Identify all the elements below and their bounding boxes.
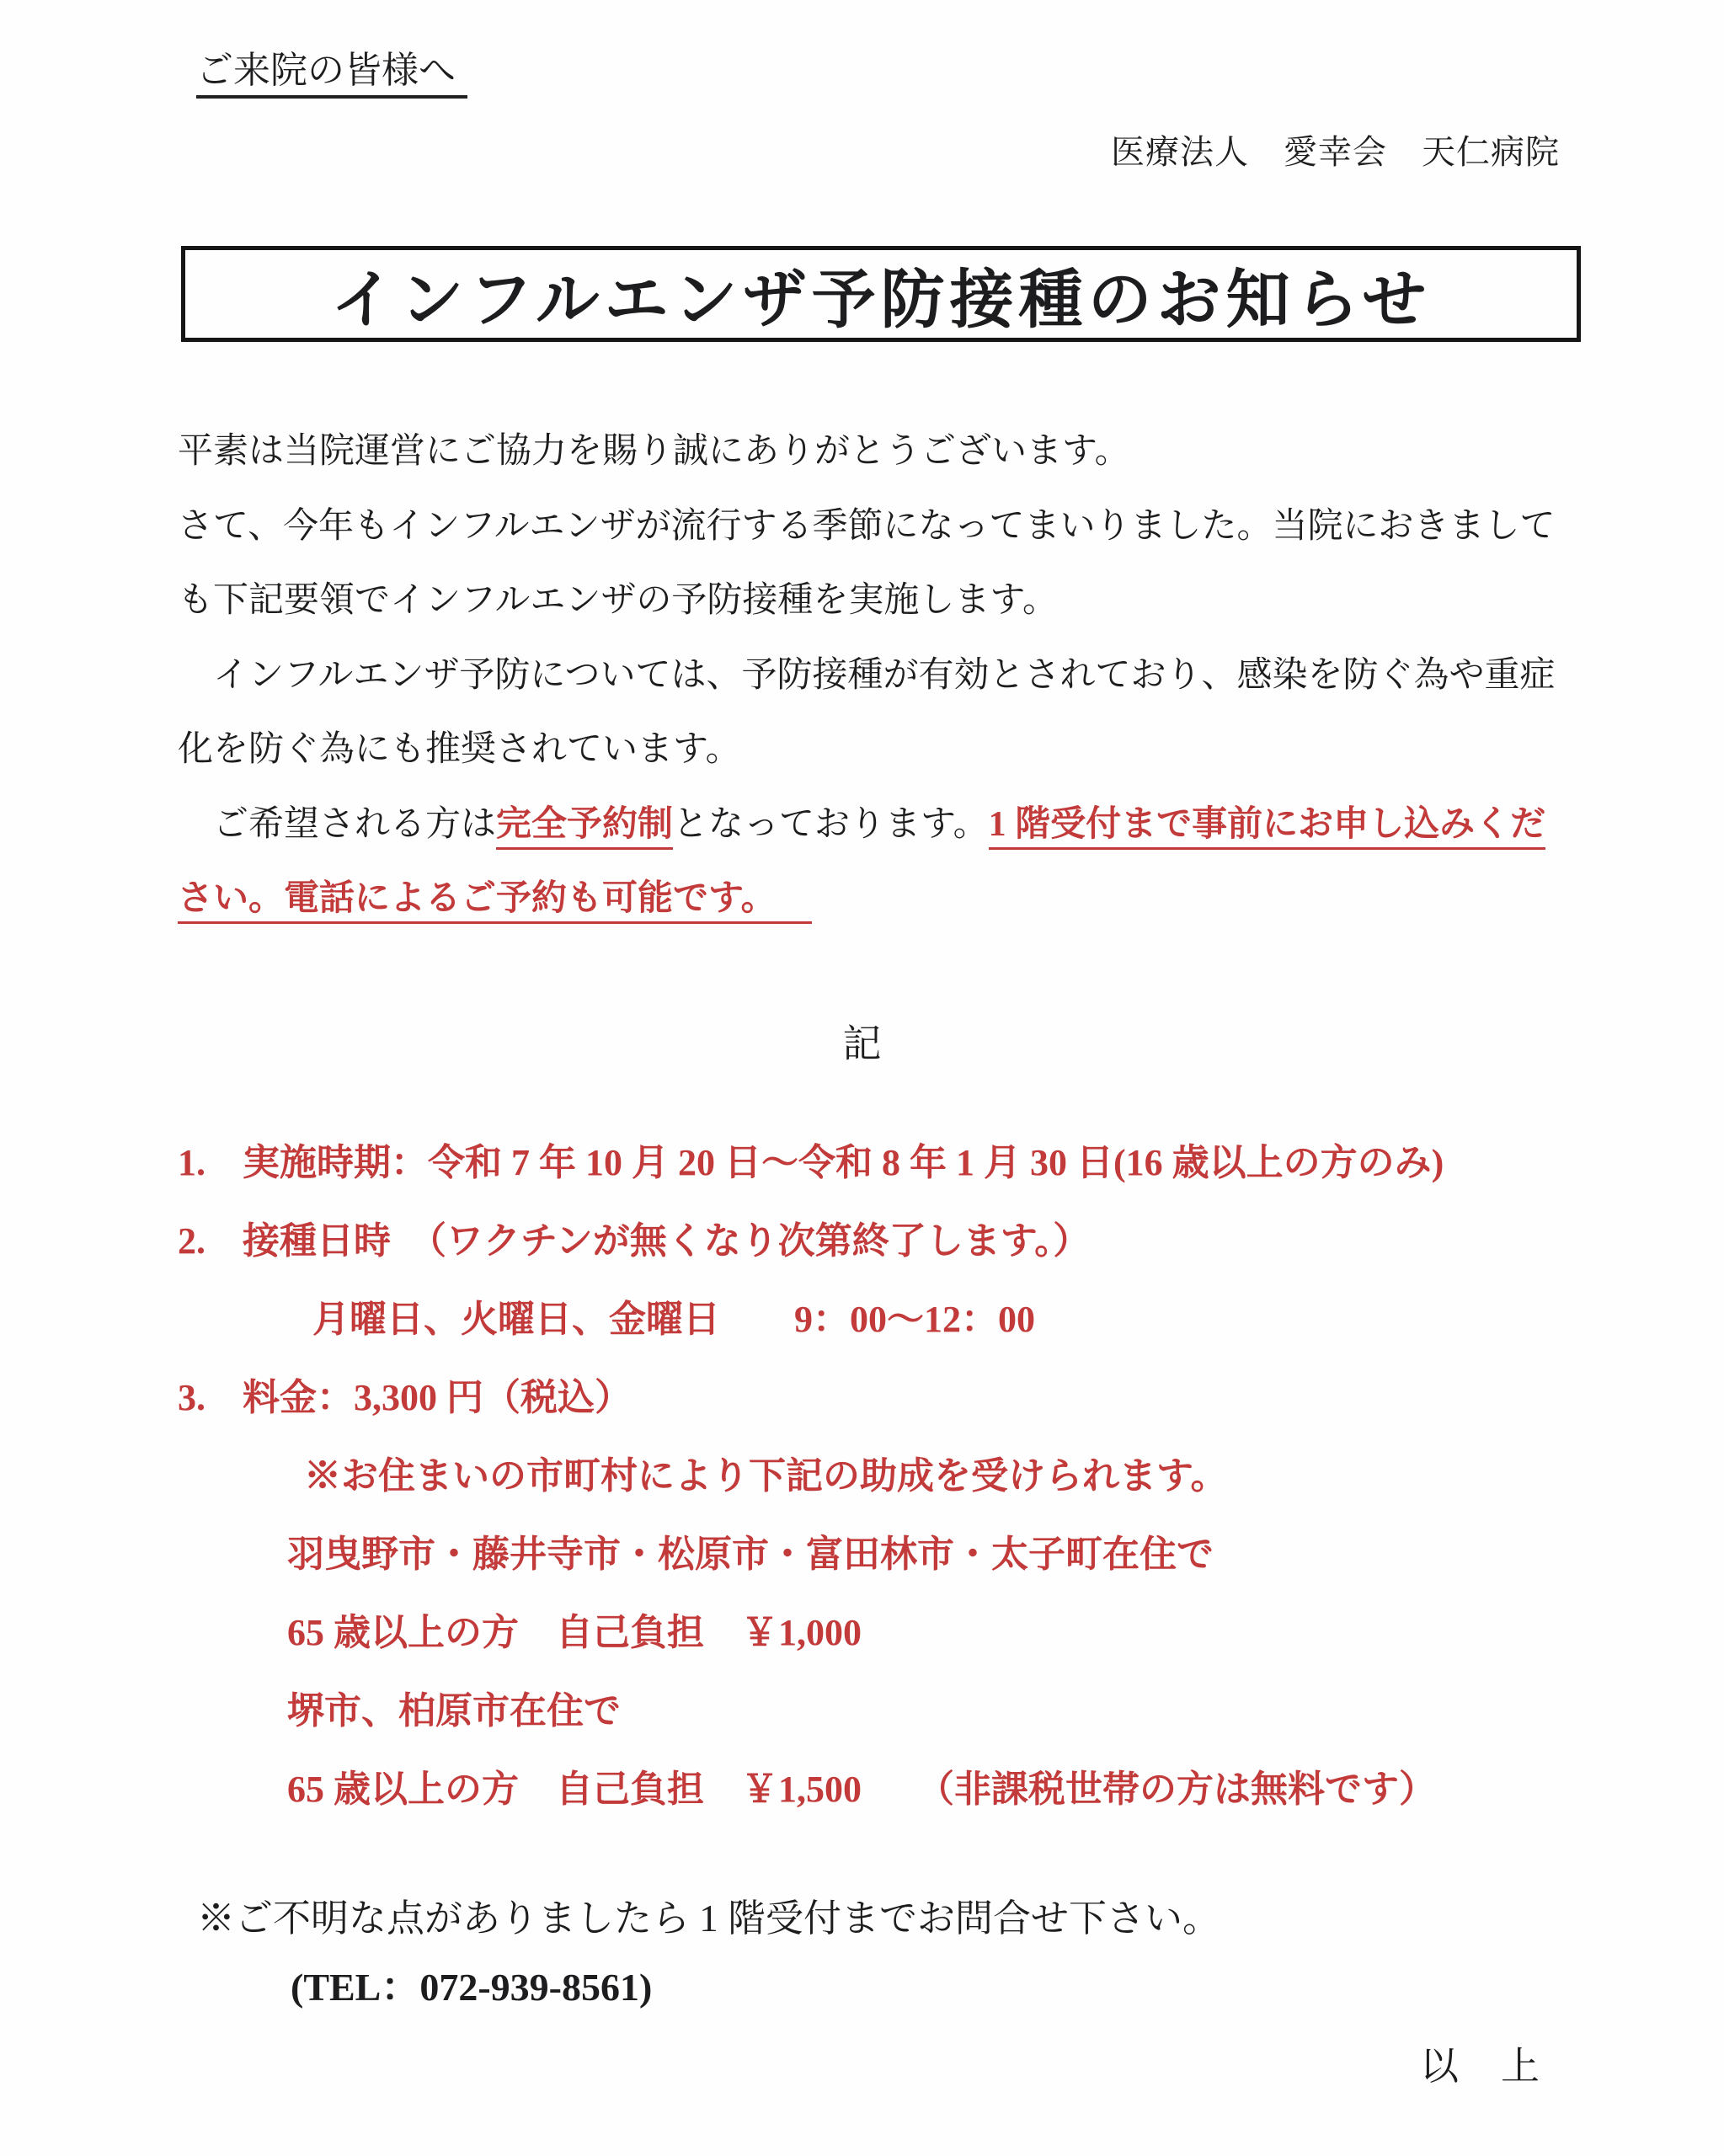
body-line-5: 化を防ぐ為にも推奨されています。 (178, 730, 741, 769)
apply-reception-text: 1 階受付まで事前にお申し込みくだ (989, 805, 1546, 850)
recipient-line (196, 47, 467, 94)
detail-schedule-days: 月曜日、火曜日、金曜日 9：00～12：00 (312, 1299, 1035, 1340)
inquiry-note: ※ご不明な点がありましたら 1 階受付までお問合せ下さい。 (197, 1897, 1221, 1940)
body-line-7 (178, 862, 1593, 937)
body-paragraphs (178, 414, 1593, 937)
detail-cities-group1: 羽曳野市・藤井寺市・松原市・富田林市・太子町在住で (287, 1534, 1214, 1575)
body-line-6 (178, 787, 1593, 862)
body-line-1: 平素は当院運営にご協力を賜り誠にありがとうございます。 (178, 432, 1130, 471)
issuer-line: 医療法人 愛幸会 天仁病院 (1111, 133, 1560, 171)
detail-copay-1000: 65 歳以上の方 自己負担 ￥1,000 (287, 1612, 862, 1653)
phone-reservation-text: さい。電話によるご予約も可能です。 (178, 879, 812, 924)
notice-title: インフルエンザ予防接種のお知らせ (330, 264, 1432, 336)
notice-title-box (181, 246, 1581, 342)
body-line-2: さて、今年もインフルエンザが流行する季節になってまいりました。当院におきまして (178, 506, 1556, 546)
recipient-text: ご来院の皆様へ (196, 50, 467, 99)
reservation-mid-text: となっております。 (673, 804, 989, 844)
phone-number: (TEL：072-939-8561) (291, 1966, 653, 2009)
detail-copay-1500: 65 歳以上の方 自己負担 ￥1,500 （非課税世帯の方は無料です） (287, 1769, 1436, 1810)
body-line-3: も下記要領でインフルエンザの予防接種を実施します。 (178, 581, 1058, 620)
detail-subsidy-note: ※お住まいの市町村により下記の助成を受けられます。 (304, 1455, 1228, 1497)
reservation-lead-text: ご希望される方は (178, 804, 497, 844)
record-marker: 記 (842, 1022, 882, 1065)
details-list (178, 1123, 1444, 1828)
closing-mark: 以 上 (1420, 2045, 1541, 2088)
detail-cities-group2: 堺市、柏原市在住で (287, 1690, 621, 1732)
reservation-required-text: 完全予約制 (496, 805, 673, 850)
detail-period: 1. 実施時期：令和 7 年 10 月 20 日～令和 8 年 1 月 30 日(16 歳以上の方のみ) (178, 1142, 1444, 1183)
detail-schedule: 2. 接種日時 （ワクチンが無くなり次第終了します。） (178, 1220, 1091, 1262)
body-line-4: インフルエンザ予防については、予防接種が有効とされており、感染を防ぐ為や重症 (178, 655, 1556, 695)
detail-fee: 3. 料金：3,300 円（税込） (178, 1377, 632, 1418)
